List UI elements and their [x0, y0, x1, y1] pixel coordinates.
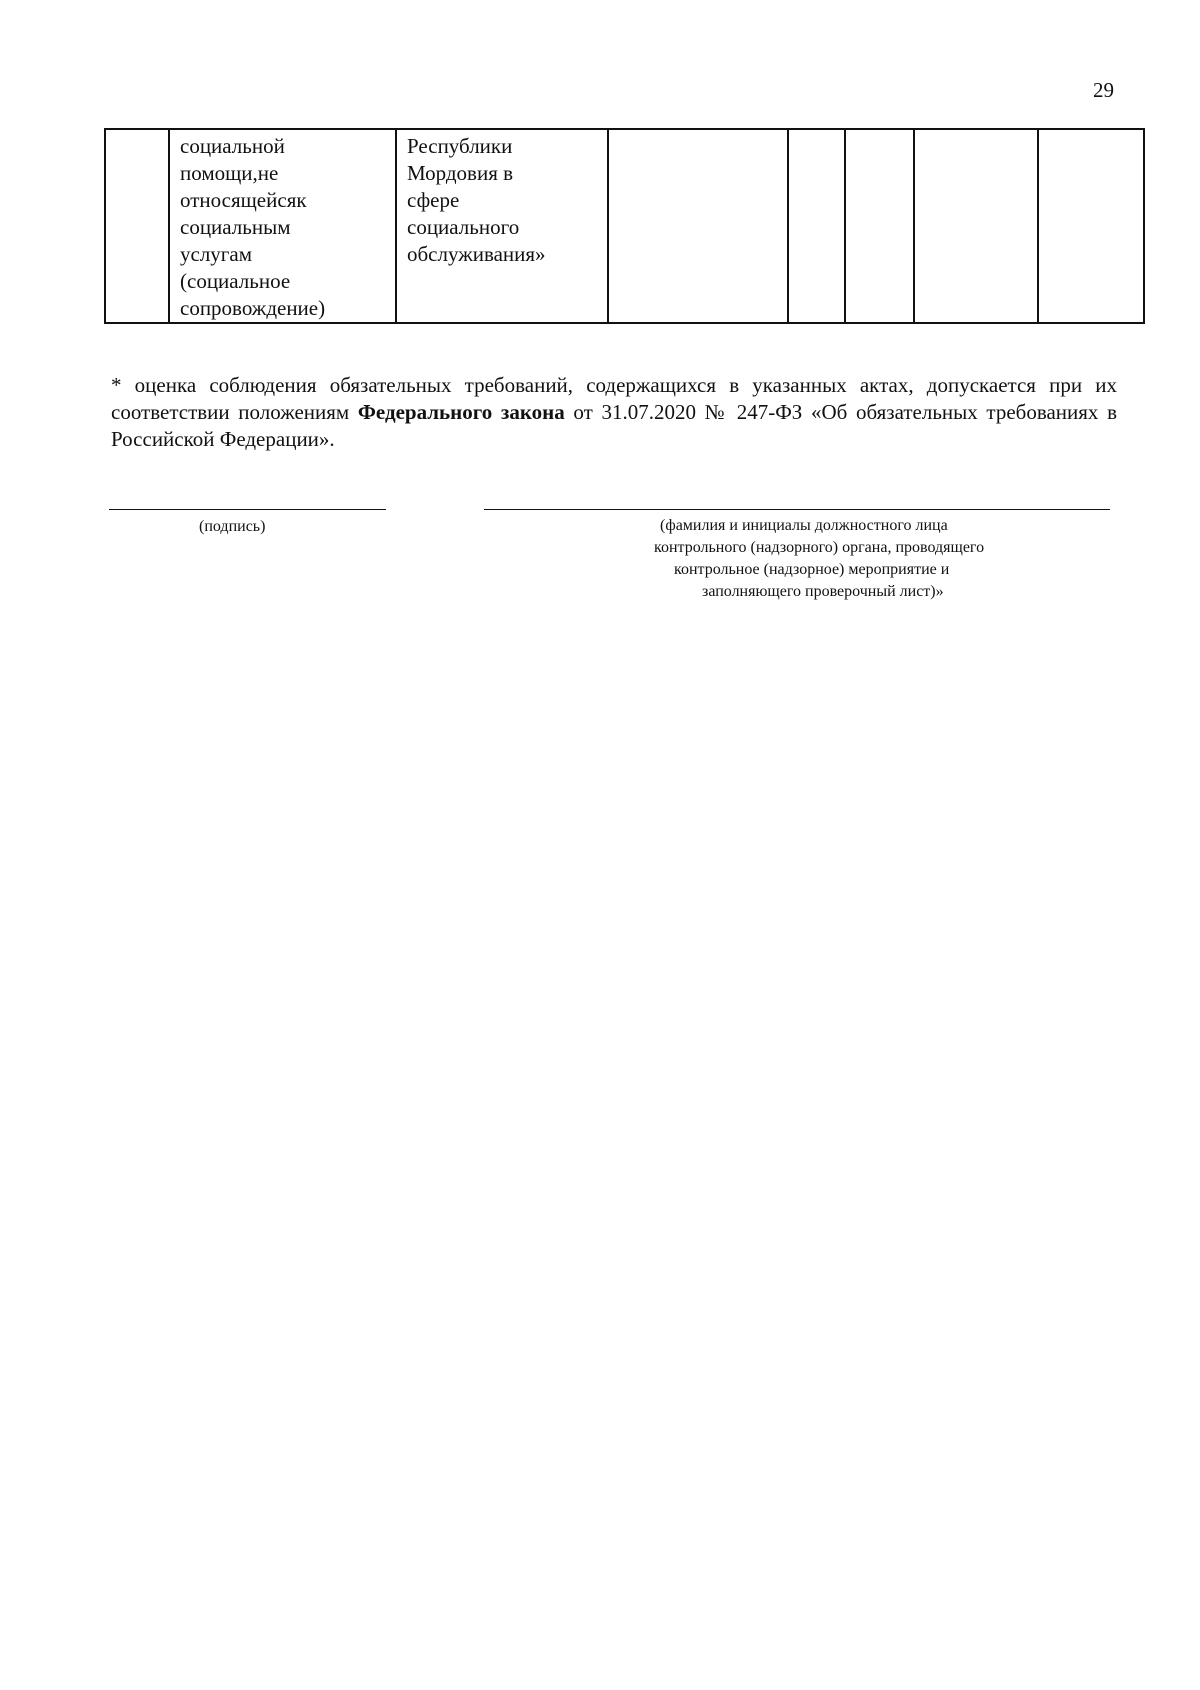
cell-line: обслуживания»: [407, 242, 546, 266]
cell-word: к: [296, 188, 307, 212]
footnote-text: * оценка соблюдения обязательных требований, содержащихся в указанных актах, допускается при их соответствии положениям: [111, 373, 1117, 424]
table-cell-legal-act: [396, 129, 608, 323]
caption-line: (фамилия и инициалы должностного лица: [660, 517, 948, 534]
table-row: [105, 129, 1144, 323]
name-line: [484, 509, 1110, 510]
checklist-table: [104, 128, 1145, 324]
caption-line: заполняющего проверочный лист)»: [702, 583, 944, 600]
table-cell-empty: [914, 129, 1038, 323]
caption-line: контрольного (надзорного) органа, проводящего: [654, 539, 985, 556]
cell-line: услугам: [180, 242, 253, 266]
signature-line: [109, 509, 386, 510]
cell-line: (социальное: [180, 269, 291, 293]
cell-word: не: [257, 161, 279, 185]
footnote: [111, 372, 1117, 453]
cell-line: социального: [407, 215, 520, 239]
cell-word: помощи,: [180, 161, 258, 185]
table-cell-empty: [1038, 129, 1144, 323]
signature-caption: (подпись): [199, 518, 266, 535]
table-cell-empty: [608, 129, 788, 323]
page-number: 29: [1093, 78, 1114, 102]
cell-line: сопровождение): [180, 296, 326, 320]
cell-line-justified: [180, 187, 385, 214]
caption-line: контрольное (надзорное) мероприятие и: [674, 561, 950, 578]
table-cell-number: [105, 129, 169, 323]
table-cell-empty: [845, 129, 914, 323]
cell-word: относящейся: [180, 188, 297, 212]
cell-line: Республики: [407, 134, 513, 158]
official-name-caption: [640, 515, 1070, 603]
table-cell-empty: [788, 129, 845, 323]
cell-line: социальным: [180, 215, 291, 239]
cell-line: социальной: [180, 134, 285, 158]
cell-line-justified: [180, 160, 385, 187]
footnote-law-name: Федерального закона: [357, 400, 565, 424]
footnote-text-end: от 31.07.2020 № 247-ФЗ «Об обязательных требованиях в Российской Федерации».: [111, 400, 1117, 451]
table-cell-requirement: [169, 129, 396, 323]
cell-line: Мордовия в: [407, 161, 514, 185]
cell-line: сфере: [407, 188, 460, 212]
